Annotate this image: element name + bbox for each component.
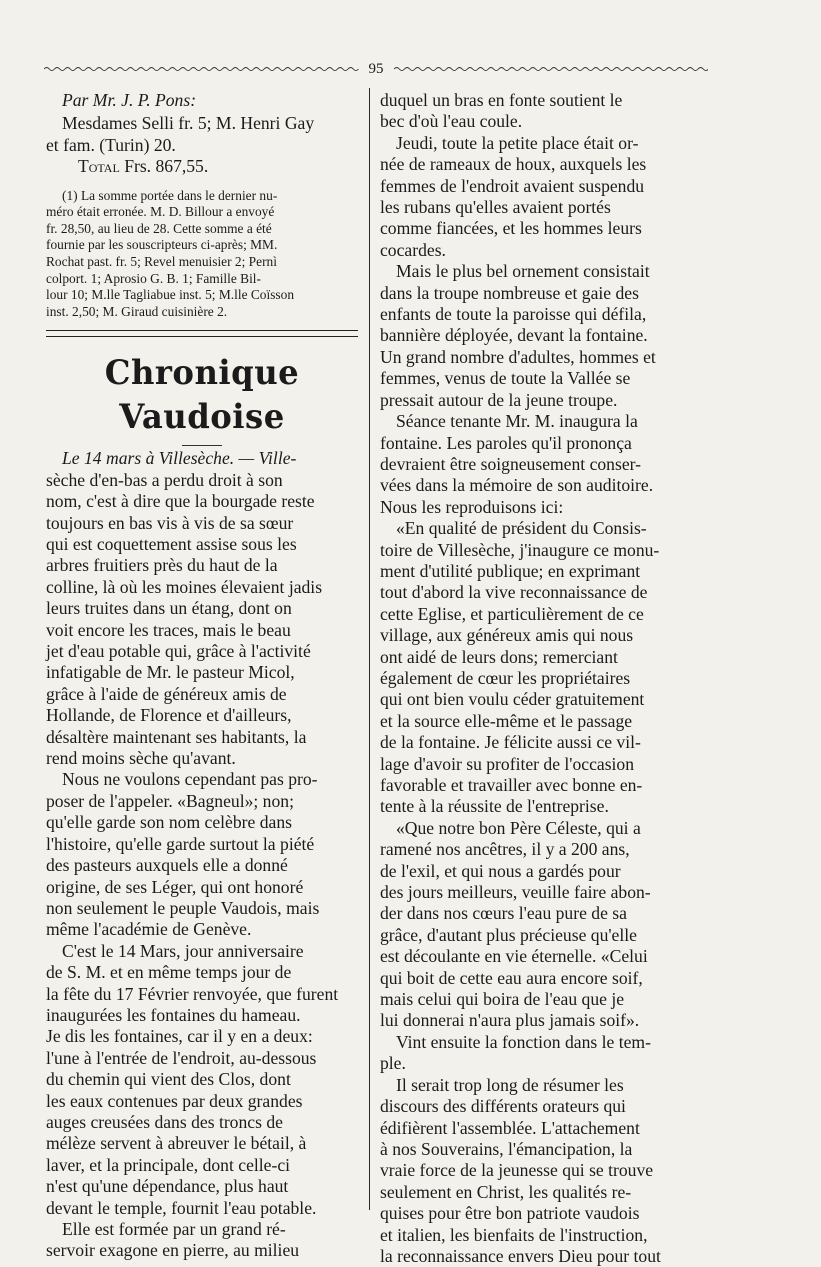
- text-line: ple.: [380, 1053, 406, 1074]
- footnote-line: lour 10; M.lle Tagliabue inst. 5; M.lle Coïsson: [46, 287, 295, 303]
- text-line: qui ont bien voulu céder gratuitement: [380, 689, 645, 710]
- text-line: der dans nos cœurs l'eau pure de sa: [380, 903, 627, 924]
- paragraph: [380, 1032, 706, 1075]
- text-line: également de cœur les propriétaires: [380, 667, 631, 688]
- text-line: nom, c'est à dire que la bourgade reste: [46, 491, 315, 512]
- text-line: mélèze servent à abreuver le bétail, à: [46, 1133, 307, 1154]
- text-line: est découlante en vie éternelle. «Celui: [380, 946, 648, 967]
- text-line: favorable et travailler avec bonne en-: [380, 775, 643, 795]
- donor-line: Mesdames Selli fr. 5; M. Henri Gay: [62, 113, 315, 134]
- text-line: cocardes.: [380, 239, 446, 260]
- text-line: tente à la réussite de l'entreprise.: [380, 796, 609, 817]
- total-label: Total: [78, 156, 120, 177]
- text-line: arbres fruitiers près du haut de la: [46, 555, 278, 576]
- text-line: voit encore les traces, mais le beau: [46, 619, 291, 640]
- text-line: sèche d'en-bas a perdu droit à son: [46, 469, 283, 490]
- text-line: Séance tenante Mr. M. inaugura la: [396, 411, 638, 432]
- text-line: colline, là où les moines élevaient jadis: [46, 576, 323, 597]
- donation-total: [46, 156, 358, 177]
- text-line: Elle est formée par un grand ré-: [62, 1219, 286, 1239]
- text-line: Jeudi, toute la petite place était or-: [396, 132, 639, 153]
- footnote-line: méro était erronée. M. D. Billour a envoyé: [46, 204, 275, 220]
- text-line: l'une à l'entrée de l'endroit, au-dessous: [46, 1047, 317, 1068]
- text-line: «Que notre bon Père Céleste, qui a: [396, 817, 641, 838]
- paragraph: [380, 133, 706, 261]
- dateline: Le 14 mars à Villesèche. — Ville-: [62, 448, 297, 469]
- paragraph: [380, 518, 706, 818]
- text-line: pressait autour de la jeune troupe.: [380, 389, 618, 410]
- text-line: origine, de ses Léger, qui ont honoré: [46, 876, 304, 897]
- paragraph: [380, 261, 706, 411]
- text-line: «En qualité de président du Consis-: [396, 518, 647, 539]
- text-line: enfants de toute la paroisse qui défila,: [380, 304, 647, 325]
- donor-list: [46, 113, 358, 156]
- text-line: femmes de l'endroit avaient suspendu: [380, 175, 645, 196]
- page-header: [44, 58, 708, 80]
- text-line: dans la troupe nombreuse et gaie des: [380, 282, 639, 303]
- page-number: 95: [368, 61, 384, 77]
- text-line: du chemin qui vient des Clos, dont: [46, 1069, 291, 1090]
- text-line: grâce, d'autant plus précieuse qu'elle: [380, 924, 637, 945]
- text-line: de S. M. et en même temps jour de: [46, 962, 292, 983]
- ornamental-rule-right: [394, 66, 709, 72]
- text-line: servoir exagone en pierre, au milieu: [46, 1240, 300, 1261]
- footnote-line: fournie par les souscripteurs ci-après; MM.: [46, 237, 278, 253]
- text-line: inaugurées les fontaines du hameau.: [46, 1004, 301, 1025]
- text-line: qu'elle garde son nom celèbre dans: [46, 812, 292, 833]
- text-line: les rubans qu'elles avaient portés: [380, 197, 611, 218]
- text-line: mais celui qui boira de l'eau que je: [380, 989, 625, 1010]
- text-line: village, aux généreux amis qui nous: [380, 625, 634, 646]
- paragraph: [46, 941, 358, 1219]
- text-line: ont aidé de leurs dons; remerciant: [380, 646, 618, 667]
- text-line: [46, 448, 358, 469]
- text-line: toire de Villesèche, j'inaugure ce monu-: [380, 539, 660, 560]
- footnote-line: fr. 28,50, au lieu de 28. Cette somme a été: [46, 220, 272, 236]
- text-line: Nous ne voulons cependant pas pro-: [62, 769, 318, 790]
- donor-line: et fam. (Turin) 20.: [46, 134, 176, 155]
- text-line: de la fontaine. Je félicite aussi ce vil-: [380, 732, 641, 753]
- text-line: Je dis les fontaines, car il y en a deux:: [46, 1026, 313, 1047]
- text-line: l'histoire, qu'elle garde surtout la piété: [46, 833, 315, 854]
- text-line: à nos Souverains, l'émancipation, la: [380, 1138, 633, 1159]
- footnote-line: (1) La somme portée dans le dernier nu-: [62, 187, 278, 203]
- text-line: laver, et la principale, dont celle-ci: [46, 1154, 291, 1175]
- section-title: Chronique Vaudoise: [104, 353, 300, 438]
- text-line: seulement en Christ, les qualités re-: [380, 1181, 632, 1202]
- text-line: Hollande, de Florence et d'ailleurs,: [46, 705, 292, 726]
- text-line: désaltère maintenant ses habitants, la: [46, 726, 307, 747]
- paragraph: [46, 1219, 358, 1262]
- text-line: fontaine. Les paroles qu'il prononça: [380, 432, 632, 453]
- text-line: bec d'où l'eau coule.: [380, 111, 523, 132]
- donation-signature: Par Mr. J. P. Pons:: [62, 90, 197, 110]
- text-line: ment d'utilité publique; en exprimant: [380, 560, 641, 581]
- paragraph: [380, 818, 706, 1032]
- text-line: cette Eglise, et particulièrement de ce: [380, 603, 644, 624]
- text-line: vées dans la mémoire de son auditoire.: [380, 475, 654, 496]
- text-line: lui donnerai n'aura plus jamais soif».: [380, 1010, 640, 1031]
- text-line: des pasteurs auxquels elle a donné: [46, 855, 288, 876]
- footnote-line: inst. 2,50; M. Giraud cuisinière 2.: [46, 303, 228, 319]
- text-line: Vint ensuite la fonction dans le tem-: [396, 1031, 651, 1052]
- right-column: [380, 90, 706, 1267]
- text-line: née de rameaux de houx, auxquels les: [380, 154, 647, 175]
- text-line: la fête du 17 Février renvoyée, que furent: [46, 983, 339, 1004]
- text-line: comme fiancées, et les hommes leurs: [380, 218, 642, 239]
- text-line: lage d'avoir su profiter de l'occasion: [380, 753, 635, 774]
- text-line: les eaux contenues par deux grandes: [46, 1090, 303, 1111]
- text-line: et la source elle-même et le passage: [380, 710, 633, 731]
- text-line: devant le temple, fournit l'eau potable.: [46, 1197, 317, 1218]
- text-line: bannière déployée, devant la fontaine.: [380, 325, 648, 346]
- total-value: Frs. 867,55.: [124, 156, 209, 177]
- text-line: Nous les reproduisons ici:: [380, 496, 564, 517]
- left-column: [46, 90, 358, 1262]
- text-line: auges creusées dans des troncs de: [46, 1111, 283, 1132]
- text-line: des jours meilleurs, veuille faire abon-: [380, 882, 651, 903]
- paragraph: [380, 90, 706, 133]
- footnote-line: Rochat past. fr. 5; Revel menuisier 2; Pernì: [46, 254, 277, 269]
- text-line: jet d'eau potable qui, grâce à l'activité: [46, 641, 311, 662]
- text-line: tout d'abord la vive reconnaissance de: [380, 582, 648, 603]
- paragraph: [46, 769, 358, 940]
- text-line: quises pour être bon patriote vaudois: [380, 1203, 640, 1224]
- text-line: qui boit de cette eau aura encore soif,: [380, 967, 643, 988]
- title-rule: [182, 445, 222, 446]
- text-line: duquel un bras en fonte soutient le: [380, 90, 623, 110]
- section-divider: [46, 330, 358, 337]
- text-line: qui est coquettement assise sous les: [46, 534, 297, 554]
- text-line: devraient être soigneusement conser-: [380, 453, 642, 474]
- text-line: Mais le plus bel ornement consistait: [396, 261, 650, 282]
- text-line: Un grand nombre d'adultes, hommes et: [380, 346, 656, 367]
- text-line: de l'exil, et qui nous a gardés pour: [380, 860, 621, 881]
- text-line: la reconnaissance envers Dieu pour tout: [380, 1245, 661, 1266]
- column-divider: [369, 88, 370, 1210]
- text-line: édifièrent l'assemblée. L'attachement: [380, 1117, 640, 1138]
- text-line: n'est qu'une dépendance, plus haut: [46, 1176, 289, 1197]
- text-line: même l'académie de Genève.: [46, 919, 252, 940]
- text-line: et italien, les bienfaits de l'instruction,: [380, 1224, 648, 1245]
- text-line: discours des différents orateurs qui: [380, 1096, 626, 1117]
- text-line: leurs truites dans un étang, dont on: [46, 598, 292, 619]
- paragraph: [46, 448, 358, 769]
- footnote: [46, 188, 358, 321]
- text-line: Il serait trop long de résumer les: [396, 1074, 624, 1095]
- text-line: rend moins sèche qu'avant.: [46, 748, 236, 769]
- text-line: vraie force de la jeunesse qui se trouve: [380, 1160, 654, 1181]
- text-line: C'est le 14 Mars, jour anniversaire: [62, 940, 304, 961]
- text-line: ramené nos ancêtres, il y a 200 ans,: [380, 839, 630, 860]
- paragraph: [380, 411, 706, 518]
- text-line: femmes, venus de toute la Vallée se: [380, 368, 631, 389]
- paragraph: [380, 1075, 706, 1267]
- text-line: toujours en bas vis à vis de sa sœur: [46, 512, 294, 533]
- ornamental-rule-left: [44, 66, 359, 72]
- footnote-line: colport. 1; Aprosio G. B. 1; Famille Bil-: [46, 270, 261, 286]
- text-line: non seulement le peuple Vaudois, mais: [46, 897, 320, 918]
- text-line: infatigable de Mr. le pasteur Micol,: [46, 662, 295, 683]
- text-line: grâce à l'aide de généreux amis de: [46, 683, 287, 704]
- text-line: poser de l'appeler. «Bagneul»; non;: [46, 790, 294, 811]
